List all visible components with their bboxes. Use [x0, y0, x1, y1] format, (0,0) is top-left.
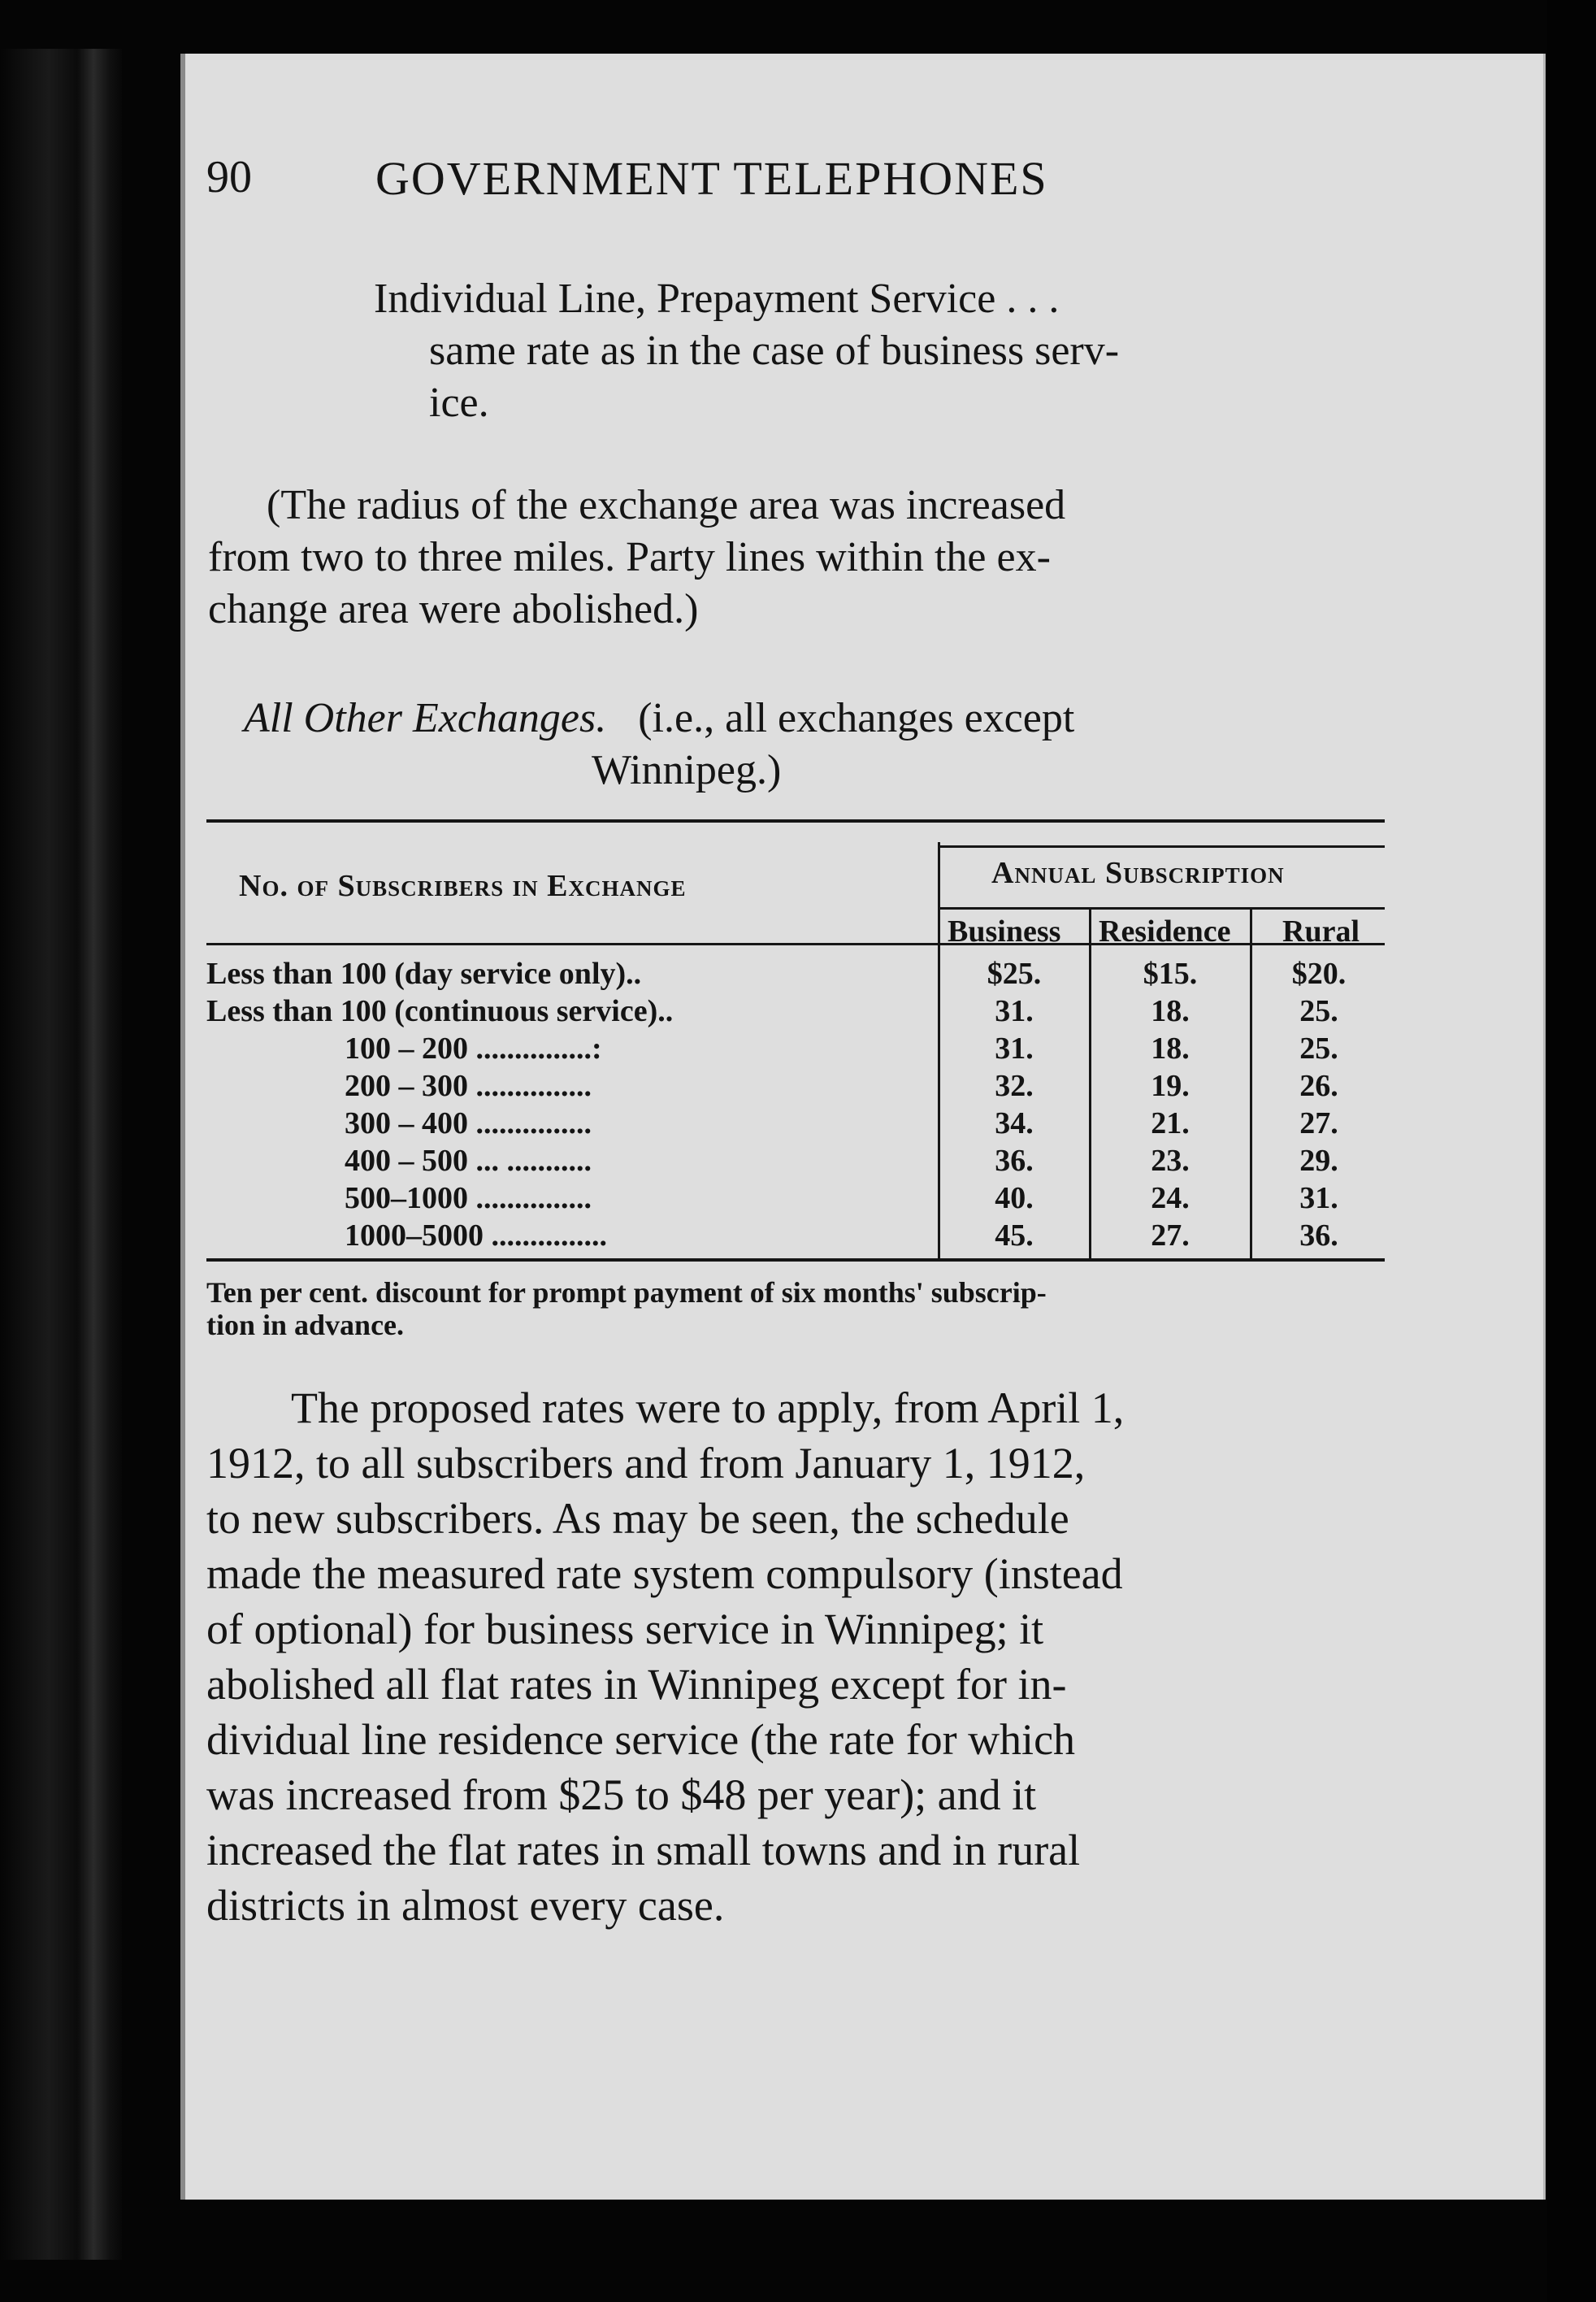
column-divider — [938, 842, 940, 1262]
text-span: (i.e., all exchanges except — [638, 695, 1075, 741]
cell-residence: 18. — [1151, 994, 1190, 1028]
page-header — [206, 151, 1263, 216]
cell-rural: 31. — [1299, 1181, 1338, 1215]
column-header-business: Business — [948, 914, 1061, 949]
table-bottom-rule — [206, 1258, 1385, 1262]
footnote-line: tion in advance. — [206, 1309, 405, 1341]
column-divider — [1089, 907, 1091, 1262]
group-header-rule — [938, 845, 1385, 848]
text-line: made the measured rate system compulsory (instead — [206, 1549, 1123, 1598]
cell-rural: 26. — [1299, 1069, 1338, 1103]
cell-business: 34. — [995, 1106, 1034, 1140]
text-line: The proposed rates were to apply, from April 1, — [291, 1383, 1125, 1432]
book-binding-shadow — [0, 49, 122, 2260]
cell-residence: 23. — [1151, 1144, 1190, 1178]
text-line: Individual Line, Prepayment Service . . . — [374, 276, 1060, 322]
row-label: 1000–5000 ............... — [345, 1218, 607, 1253]
cell-business: 40. — [995, 1181, 1034, 1215]
cell-business: 45. — [995, 1218, 1034, 1253]
column-header-subscribers: No. of Subscribers in Exchange — [239, 869, 687, 903]
page-number: 90 — [206, 152, 252, 202]
text-line: dividual line residence service (the rate for which — [206, 1715, 1076, 1764]
text-line: of optional) for business service in Winnipeg; it — [206, 1605, 1044, 1653]
cell-business: $25. — [987, 957, 1042, 991]
column-group-header: Annual Subscription — [991, 856, 1285, 890]
cell-business: 31. — [995, 994, 1034, 1028]
text-line: abolished all flat rates in Winnipeg except for in- — [206, 1660, 1067, 1709]
row-label: 300 – 400 ............... — [345, 1106, 592, 1140]
cell-residence: 19. — [1151, 1069, 1190, 1103]
paragraph-prepayment-service — [374, 273, 1406, 429]
subheader-rule — [938, 907, 1385, 910]
table-footnote — [206, 1276, 1393, 1341]
column-header-residence: Residence — [1099, 914, 1231, 949]
italic-heading: All Other Exchanges. — [244, 695, 607, 741]
paragraph-other-exchanges — [244, 693, 1398, 797]
text-line — [244, 693, 1398, 745]
text-line: increased the flat rates in small towns and in rural — [206, 1826, 1081, 1874]
text-line: to new subscribers. As may be seen, the schedule — [206, 1494, 1069, 1543]
row-label: Less than 100 (continuous service).. — [206, 994, 674, 1028]
cell-rural: 25. — [1299, 1032, 1338, 1066]
cell-residence: 18. — [1151, 1032, 1190, 1066]
cell-residence: $15. — [1143, 957, 1198, 991]
scan-right-edge — [1547, 0, 1596, 2302]
text-line: change area were abolished.) — [208, 586, 699, 632]
text-line: districts in almost every case. — [206, 1881, 725, 1930]
row-label: 200 – 300 ............... — [345, 1069, 592, 1103]
running-title: GOVERNMENT TELEPHONES — [375, 152, 1048, 205]
cell-residence: 24. — [1151, 1181, 1190, 1215]
text-line: ice. — [429, 380, 489, 426]
row-label: 500–1000 ............... — [345, 1181, 592, 1215]
cell-rural: 27. — [1299, 1106, 1338, 1140]
column-divider — [1250, 907, 1252, 1262]
paragraph-proposed-rates — [206, 1380, 1385, 1933]
cell-residence: 27. — [1151, 1218, 1190, 1253]
cell-business: 36. — [995, 1144, 1034, 1178]
cell-rural: 25. — [1299, 994, 1338, 1028]
text-line: was increased from $25 to $48 per year); and it — [206, 1770, 1037, 1819]
text-line: (The radius of the exchange area was increased — [267, 482, 1066, 528]
footnote-line: Ten per cent. discount for prompt payment of six months' subscrip- — [206, 1276, 1047, 1309]
column-header-rural: Rural — [1282, 914, 1360, 949]
rates-table — [206, 819, 1388, 1275]
text-line: Winnipeg.) — [592, 747, 782, 793]
cell-rural: 29. — [1299, 1144, 1338, 1178]
paragraph-radius-note — [208, 480, 1398, 636]
row-label: 100 – 200 ...............: — [345, 1032, 602, 1066]
row-label: 400 – 500 ... ........... — [345, 1144, 592, 1178]
cell-rural: 36. — [1299, 1218, 1338, 1253]
cell-business: 31. — [995, 1032, 1034, 1066]
text-line: 1912, to all subscribers and from January 1, 1912, — [206, 1439, 1086, 1488]
cell-business: 32. — [995, 1069, 1034, 1103]
text-line: same rate as in the case of business serv- — [429, 328, 1120, 374]
row-label: Less than 100 (day service only).. — [206, 957, 642, 991]
text-line: from two to three miles. Party lines within the ex- — [208, 534, 1051, 580]
table-top-rule — [206, 819, 1385, 823]
cell-residence: 21. — [1151, 1106, 1190, 1140]
cell-rural: $20. — [1291, 957, 1347, 991]
